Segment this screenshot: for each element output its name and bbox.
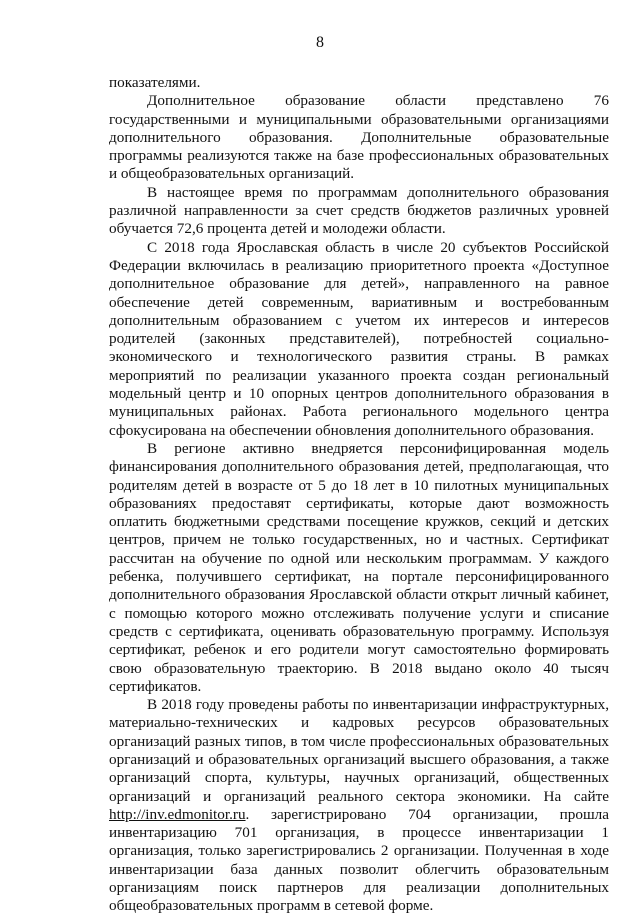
paragraph-inventory-text-after: . зарегистрировано 704 организации, прошла инвентаризацию 701 организация, в процессе инвентаризации 1 организация, только зарегистрировались 2 организации. Полученная в ходе инвентаризации база данных позволит облегчить образовательным организациям поиск партнеров для реализации дополнительных общеобразовательных программ в сетевой форме. bbox=[109, 805, 609, 915]
paragraph-priority-project: С 2018 года Ярославская область в числе 20 субъектов Российской Федерации включилась в реализацию приоритетного проекта «Доступное дополнительное образование для детей», направленного на равное обеспечение детей современным, вариативным и востребованным дополнительным образованием с учетом их интересов и интересов родителей (законных представителей), потребностей социально-экономического и технологического развития страны. В рамках мероприятий по реализации указанного проекта создан региональный модельный центр и 10 опорных центров дополнительного образования в муниципальных районах. Работа регионального модельного центра сфокусирована на обеспечении обновления дополнительного образования. bbox=[109, 238, 609, 439]
document-body bbox=[109, 74, 609, 916]
paragraph-inventory-text-before: В 2018 году проведены работы по инвентаризации инфраструктурных, материально-технических и кадровых ресурсов образовательных организаций разных типов, в том числе профессиональных образовательных организаций и образовательных организаций высшего образования, а также организаций спорта, культуры, научных организаций, общественных организаций и организаций реального сектора экономики. На сайте bbox=[109, 696, 609, 805]
paragraph-additional-education: Дополнительное образование области представлено 76 государственными и муниципальными образовательными организациями дополнительного образования. Дополнительные образовательные программы реализуются также на базе профессиональных образовательных и общеобразовательных организаций. bbox=[109, 92, 609, 183]
paragraph-personified-financing: В регионе активно внедряется персонифицированная модель финансирования дополнительного образования детей, предполагающая, что родителям детей в возрасте от 5 до 18 лет в 10 пилотных муниципальных образованиях предоставят сертификаты, которые дают возможность оплатить бюджетными средствами посещение кружков, секций и детских центров, причем не только государственных, но и частных. Сертификат рассчитан на обучение по одной или нескольким программам. У каждого ребенка, получившего сертификат, на портале персонифицированного дополнительного образования Ярославской области открыт личный кабинет, с помощью которого можно отслеживать получение услуги и списание средств с сертификата, оценивать образовательную программу. Используя сертификат, ребенок и его родители могут самостоятельно формировать свою образовательную траекторию. В 2018 выдано около 40 тысяч сертификатов. bbox=[109, 439, 609, 695]
page-number: 8 bbox=[316, 34, 324, 51]
paragraph-enrollment-share: В настоящее время по программам дополнительного образования различной направленности за счет средств бюджетов различных уровней обучается 72,6 процента детей и молодежи области. bbox=[109, 183, 609, 238]
paragraph-inventory bbox=[109, 696, 609, 916]
edmonitor-link[interactable]: http://inv.edmonitor.ru bbox=[109, 805, 246, 823]
paragraph-continuation: показателями. bbox=[109, 74, 201, 91]
